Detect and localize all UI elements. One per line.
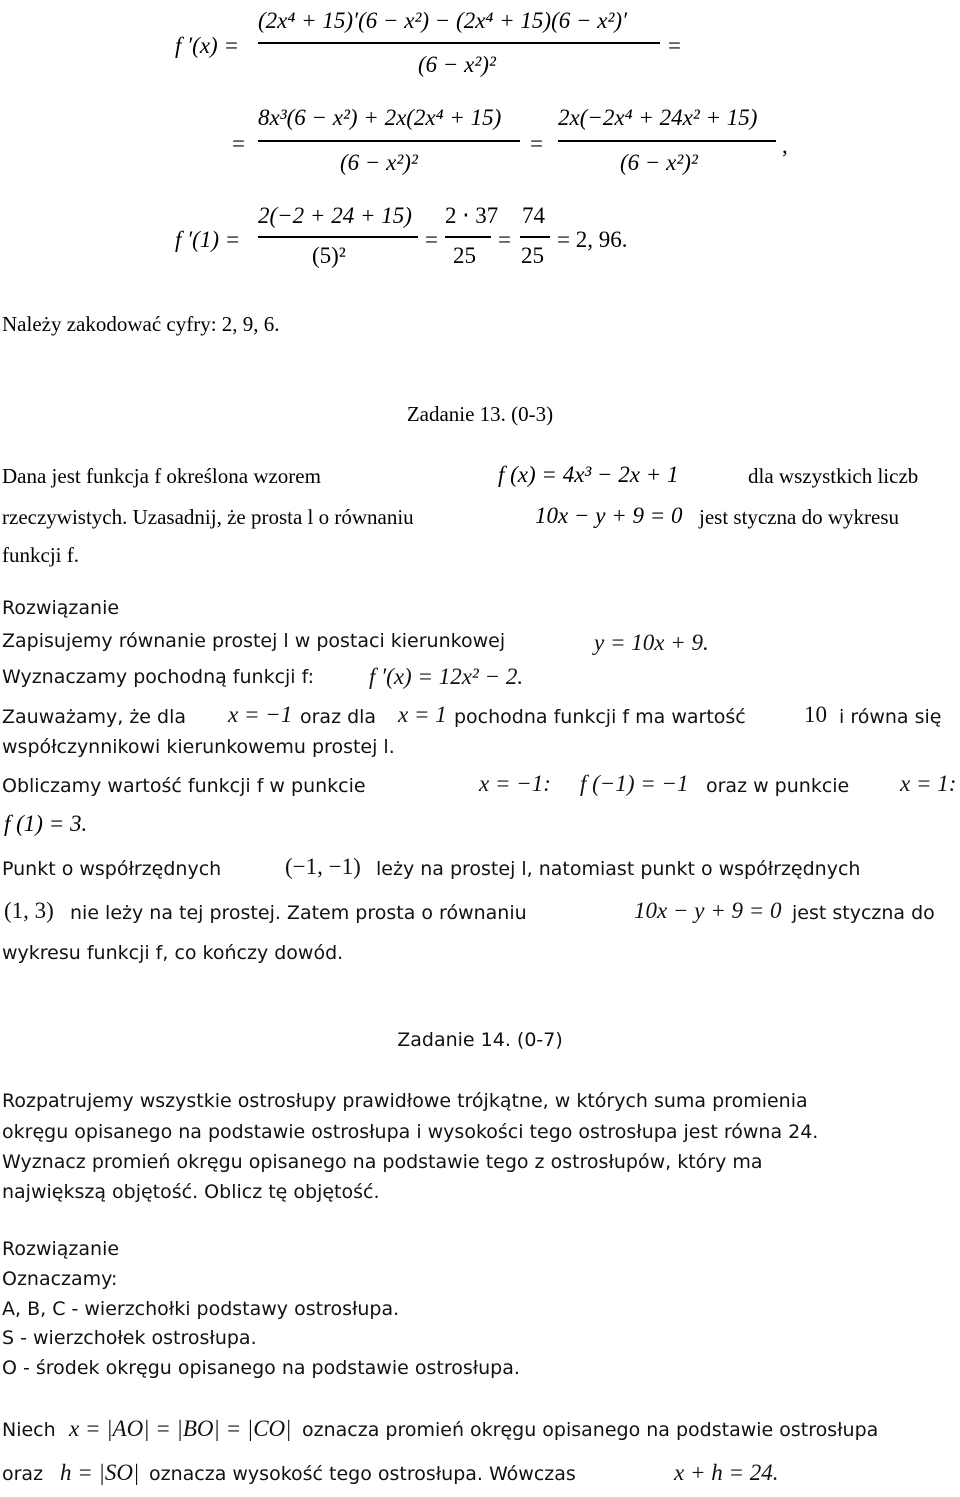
task14-title: Zadanie 14. (0-7) <box>397 1029 563 1051</box>
result: = 2, 96. <box>557 227 628 252</box>
fraction-denominator: 25 <box>521 243 544 268</box>
task14-paragraph-line4: największą objętość. Oblicz tę objętość. <box>2 1181 380 1203</box>
task14-paragraph-line3: Wyznacz promień okręgu opisanego na podstawie tego z ostrosłupów, który ma <box>2 1151 763 1173</box>
text: jest styczna do wykresu <box>699 505 900 529</box>
equals-sign: = <box>425 227 438 252</box>
text: Zauważamy, że dla <box>2 706 187 728</box>
fraction-denominator: (6 − x²)² <box>620 150 698 175</box>
formula: x = −1 <box>228 702 293 727</box>
fraction-bar <box>258 140 520 142</box>
derivative-at-1-lhs: f ′(1) = <box>175 227 241 252</box>
text: Zapisujemy równanie prostej l w postaci kierunkowej <box>2 630 506 652</box>
solution-line4: współczynnikowi kierunkowemu prostej l. <box>2 736 395 758</box>
notation-item: A, B, C - wierzchołki podstawy ostrosłupa. <box>2 1298 400 1320</box>
fraction-numerator: 2 ⋅ 37 <box>445 203 499 228</box>
text: oraz dla <box>300 706 377 728</box>
fraction-numerator: (2x⁴ + 15)′(6 − x²) − (2x⁴ + 15)(6 − x²)′ <box>258 8 628 33</box>
text: dla wszystkich liczb <box>748 464 919 488</box>
text: Punkt o współrzędnych <box>2 858 222 880</box>
notation-item: S - wierzchołek ostrosłupa. <box>2 1327 257 1349</box>
text: oznacza wysokość tego ostrosłupa. Wówczas <box>149 1463 576 1485</box>
formula: h = |SO| <box>60 1460 140 1485</box>
text: i równa się <box>839 706 942 728</box>
fraction-numerator: 2(−2 + 24 + 15) <box>258 203 412 228</box>
text: Niech <box>2 1419 56 1441</box>
formula: 10x − y + 9 = 0 <box>535 503 683 528</box>
text: nie leży na tej prostej. Zatem prosta o równaniu <box>70 902 527 924</box>
equals-sign: = <box>530 131 543 156</box>
fraction-numerator: 2x(−2x⁴ + 24x² + 15) <box>558 105 758 130</box>
notation-item: O - środek okręgu opisanego na podstawie ostrosłupa. <box>2 1357 520 1379</box>
fraction-bar <box>258 42 660 44</box>
fraction-bar <box>258 236 418 238</box>
formula: x = 1: <box>900 771 957 796</box>
fraction-bar <box>520 236 550 238</box>
equals-sign: = <box>498 227 511 252</box>
derivative-lhs: f ′(x) = <box>175 33 239 58</box>
formula: x = −1: <box>479 771 551 796</box>
fraction-denominator: 25 <box>453 243 476 268</box>
solution-label: Rozwiązanie <box>2 1238 120 1260</box>
task14-paragraph-line2: okręgu opisanego na podstawie ostrosłupa i wysokości tego ostrosłupa jest równa 24. <box>2 1121 819 1143</box>
task13-paragraph-line3: funkcji f. <box>2 543 79 567</box>
solution-label: Rozwiązanie <box>2 597 120 619</box>
formula: (1, 3) <box>4 898 54 923</box>
fraction-denominator: (5)² <box>312 243 346 268</box>
formula: f (−1) = −1 <box>580 771 689 796</box>
solution-line9: wykresu funkcji f, co kończy dowód. <box>2 942 344 964</box>
formula: f (x) = 4x³ − 2x + 1 <box>498 462 679 487</box>
formula: 10x − y + 9 = 0 <box>634 898 782 923</box>
notation-label: Oznaczamy: <box>2 1268 118 1290</box>
text: oraz w punkcie <box>706 775 850 797</box>
text: Wyznaczamy pochodną funkcji f: <box>2 666 315 688</box>
formula: x + h = 24. <box>674 1460 779 1485</box>
fraction-numerator: 74 <box>522 203 545 228</box>
formula: f ′(x) = 12x² − 2. <box>369 664 524 689</box>
fraction-denominator: (6 − x²)² <box>418 52 496 77</box>
task13-title: Zadanie 13. (0-3) <box>406 402 554 426</box>
solution-line6: f (1) = 3. <box>4 811 88 836</box>
fraction-numerator: 8x³(6 − x²) + 2x(2x⁴ + 15) <box>258 105 502 130</box>
fraction-bar <box>558 140 776 142</box>
fraction-denominator: (6 − x²)² <box>340 150 418 175</box>
text: Dana jest funkcja f określona wzorem <box>2 464 321 488</box>
coding-note: Należy zakodować cyfry: 2, 9, 6. <box>2 312 280 336</box>
text: pochodna funkcji f ma wartość <box>454 706 746 728</box>
fraction-bar <box>445 236 491 238</box>
formula: 10 <box>804 702 827 727</box>
text: leży na prostej l, natomiast punkt o współrzędnych <box>376 858 861 880</box>
task14-paragraph-line1: Rozpatrujemy wszystkie ostrosłupy prawidłowe trójkątne, w których suma promienia <box>2 1090 808 1112</box>
text: oznacza promień okręgu opisanego na podstawie ostrosłupa <box>302 1419 879 1441</box>
equals-sign: = <box>668 33 681 58</box>
text: Obliczamy wartość funkcji f w punkcie <box>2 775 366 797</box>
formula: y = 10x + 9. <box>594 630 709 655</box>
comma: , <box>782 133 788 158</box>
text: jest styczna do <box>792 902 935 924</box>
text: rzeczywistych. Uzasadnij, że prosta l o równaniu <box>2 505 414 529</box>
formula: x = |AO| = |BO| = |CO| <box>69 1416 292 1441</box>
text: oraz <box>2 1463 44 1485</box>
formula: (−1, −1) <box>285 854 361 879</box>
equals-sign: = <box>232 131 245 156</box>
formula: x = 1 <box>398 702 447 727</box>
